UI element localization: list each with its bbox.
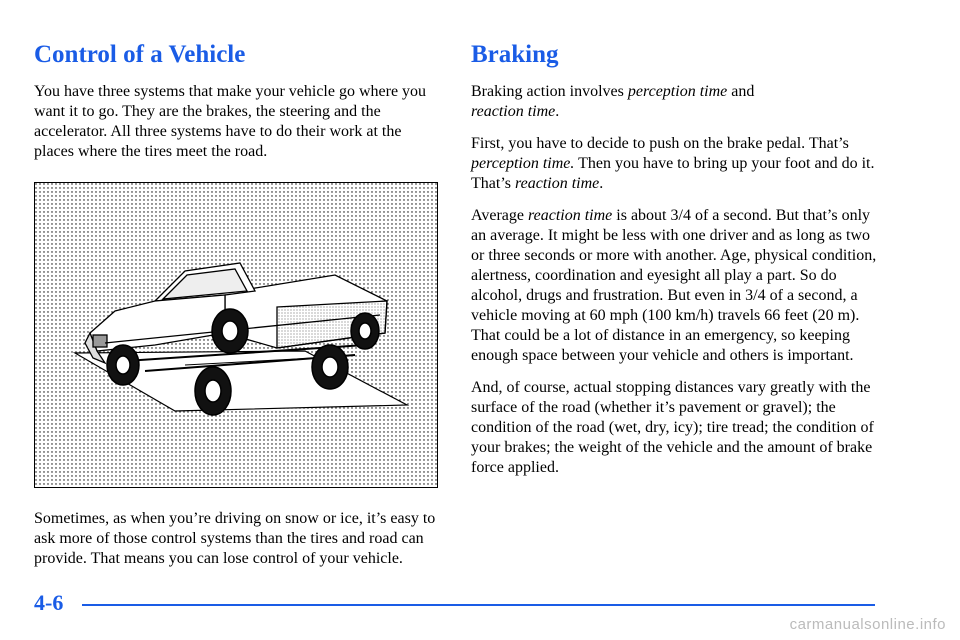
braking-paragraph-1 [471,82,881,122]
control-of-vehicle-heading: Control of a Vehicle [34,41,246,68]
text-run: . [555,103,560,120]
braking-paragraph-2 [471,134,881,194]
pickup-truck-illustration [34,182,438,488]
control-intro-paragraph: You have three systems that make your vehicle go where you want it to go. They are the brakes, the steering and the accelerator. All three systems have to do their work at the places where the tires meet the road. [34,83,427,160]
italic-term: reaction time [515,175,600,192]
watermark: carmanualsonline.info [789,616,946,633]
text-run: First, you have to decide to push on the brake pedal. That’s [471,135,849,152]
text-run: . [599,175,604,192]
control-bottom-paragraph: Sometimes, as when you’re driving on snow or ice, it’s easy to ask more of those control systems than the tires and road can provide. That means you can lose control of your vehicle. [34,510,436,567]
text-run: Average [471,207,528,224]
left-bottom-text [34,509,440,581]
right-column [471,40,881,490]
left-column [34,40,440,174]
footer-rule [82,604,875,606]
italic-term: reaction time [471,103,556,120]
text-run: is about 3/4 of a second. But that’s only an average. It might be less with one driver and as long as two or three seconds or more with another. Age, physical condition, alertness, coordination and eyesight all play a part. So do alcohol, drugs and frustration. But even in 3/4 of a second, a vehicle moving at 60 mph (100 km/h) travels 66 feet (20 m). That could be a lot of distance in an emergency, so keeping enough space between your vehicle and others is important. [471,207,877,364]
italic-term: perception time [627,83,728,100]
page-number: 4-6 [34,590,64,615]
braking-heading: Braking [471,41,559,68]
text-run: Braking action involves [471,83,628,100]
italic-term: reaction time [528,207,613,224]
braking-paragraph-3 [471,206,881,366]
text-run: Then you have to bring up your foot and do it. That’s [471,155,875,192]
text-run: and [727,83,755,100]
braking-paragraph-4: And, of course, actual stopping distances vary greatly with the surface of the road (whether it’s pavement or gravel); the condition of the road (wet, dry, icy); tire tread; the condition of your brakes; the weight of the vehicle and the amount of brake force applied. [471,379,874,476]
italic-term: perception time. [471,155,575,172]
